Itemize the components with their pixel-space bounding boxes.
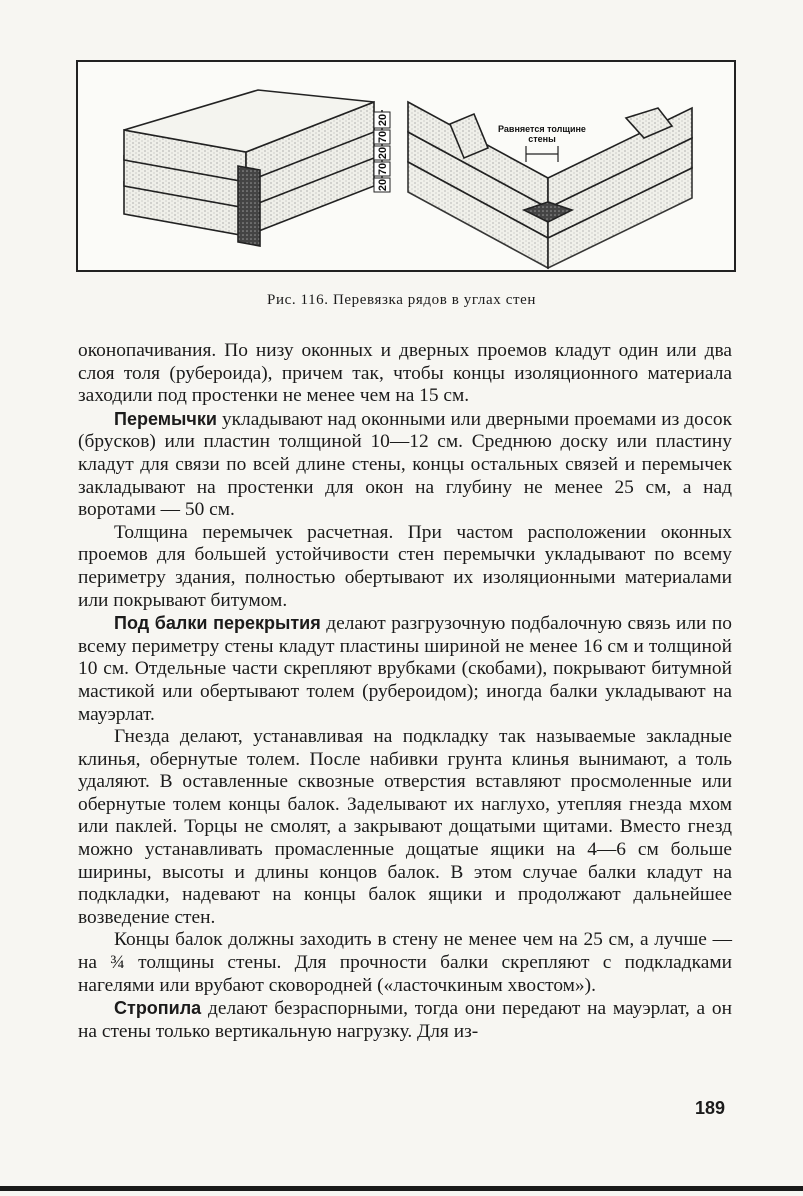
caption-text: Перевязка рядов в углах стен xyxy=(332,292,536,308)
paragraph-2-text: укладывают над оконными или дверными проемами из досок (брусков) или пластин толщиной 10—12 см. Среднюю доску или пластину кладут для связи по всей длине стены, концы остальных связей и перемычек закладывают на простенки для окон на глубину не менее 25 см, а над воротами — 50 см. xyxy=(78,408,732,521)
term-peremychki: Перемычки xyxy=(114,408,217,429)
paragraph-6: Концы балок должны заходить в стену не менее чем на 25 см, а лучше — на ¾ толщины стены. Для прочности балки скрепляют с подкладками нагелями или врубают сковородней («ласточкиным хвостом»). xyxy=(78,929,732,996)
bottom-divider xyxy=(0,1186,803,1191)
paragraph-4 xyxy=(78,612,732,726)
paragraph-4-text: делают разгрузочную подбалочную связь или по всему периметру стены кладут пластины шириной не менее 16 см и толщиной 10 см. Отдельные части скрепляют врубками (скобами), покрывают битумной мастикой или обертывают толем (рубероидом); иногда балки укладывают на мауэрлат. xyxy=(78,613,732,725)
dim-4: 70 xyxy=(377,162,389,176)
dim-5: 20 xyxy=(377,178,389,192)
paragraph-7 xyxy=(78,997,732,1043)
label-line-1: Равняется толщине xyxy=(498,124,586,134)
term-pod-balki: Под балки перекрытия xyxy=(114,613,321,634)
figure-frame xyxy=(76,60,736,272)
caption-prefix: Рис. 116. xyxy=(267,292,329,308)
paragraph-1: оконопачивания. По низу оконных и дверных проемов кладут один или два слоя толя (рубероида), причем так, чтобы концы изоляционного материала заходили под простенки не менее чем на 15 см. xyxy=(78,340,732,407)
dimension-labels xyxy=(374,112,390,192)
wall-thickness-label xyxy=(498,124,586,144)
figure-caption xyxy=(0,292,803,309)
paragraph-3: Толщина перемычек расчетная. При частом расположении оконных проемов для большей устойчивости стен перемычки укладывают по всему периметру здания, полностью обертывают их изоляционными материалами или покрывают битумом. xyxy=(78,521,732,611)
body-text xyxy=(78,340,732,1043)
label-line-2: стены xyxy=(528,134,556,144)
dim-3: 20 xyxy=(377,146,389,160)
page-number: 189 xyxy=(694,1098,725,1118)
left-corner-drawing xyxy=(124,90,382,246)
term-stropila: Стропила xyxy=(114,998,202,1019)
paragraph-5: Гнезда делают, устанавливая на подкладку так называемые закладные клинья, обернутые толем. После набивки грунта клинья вынимают, а толь удаляют. В оставленные сквозные отверстия вставляют просмоленные или обернутые толем концы балок. Заделывают их наглухо, утепляя гнезда мхом или паклей. Торцы не смолят, а закрывают дощатыми щитами. Вместо гнезд можно устанавливать промасленные дощатые ящики на 4—6 см больше ширины, высоты и длины концов балок. В этом случае балки кладут на подкладки, надевают на концы балок ящики и продолжают дальнейшее возведение стен. xyxy=(78,726,732,928)
dim-2: 70 xyxy=(377,130,389,144)
wall-corner-illustration xyxy=(78,62,734,270)
paragraph-2 xyxy=(78,408,732,522)
dim-1: 20 xyxy=(377,113,389,127)
paragraph-7-text: делают безраспорными, тогда они передают на мауэрлат, а он на стены только вертикальную нагрузку. Для из- xyxy=(78,998,732,1042)
